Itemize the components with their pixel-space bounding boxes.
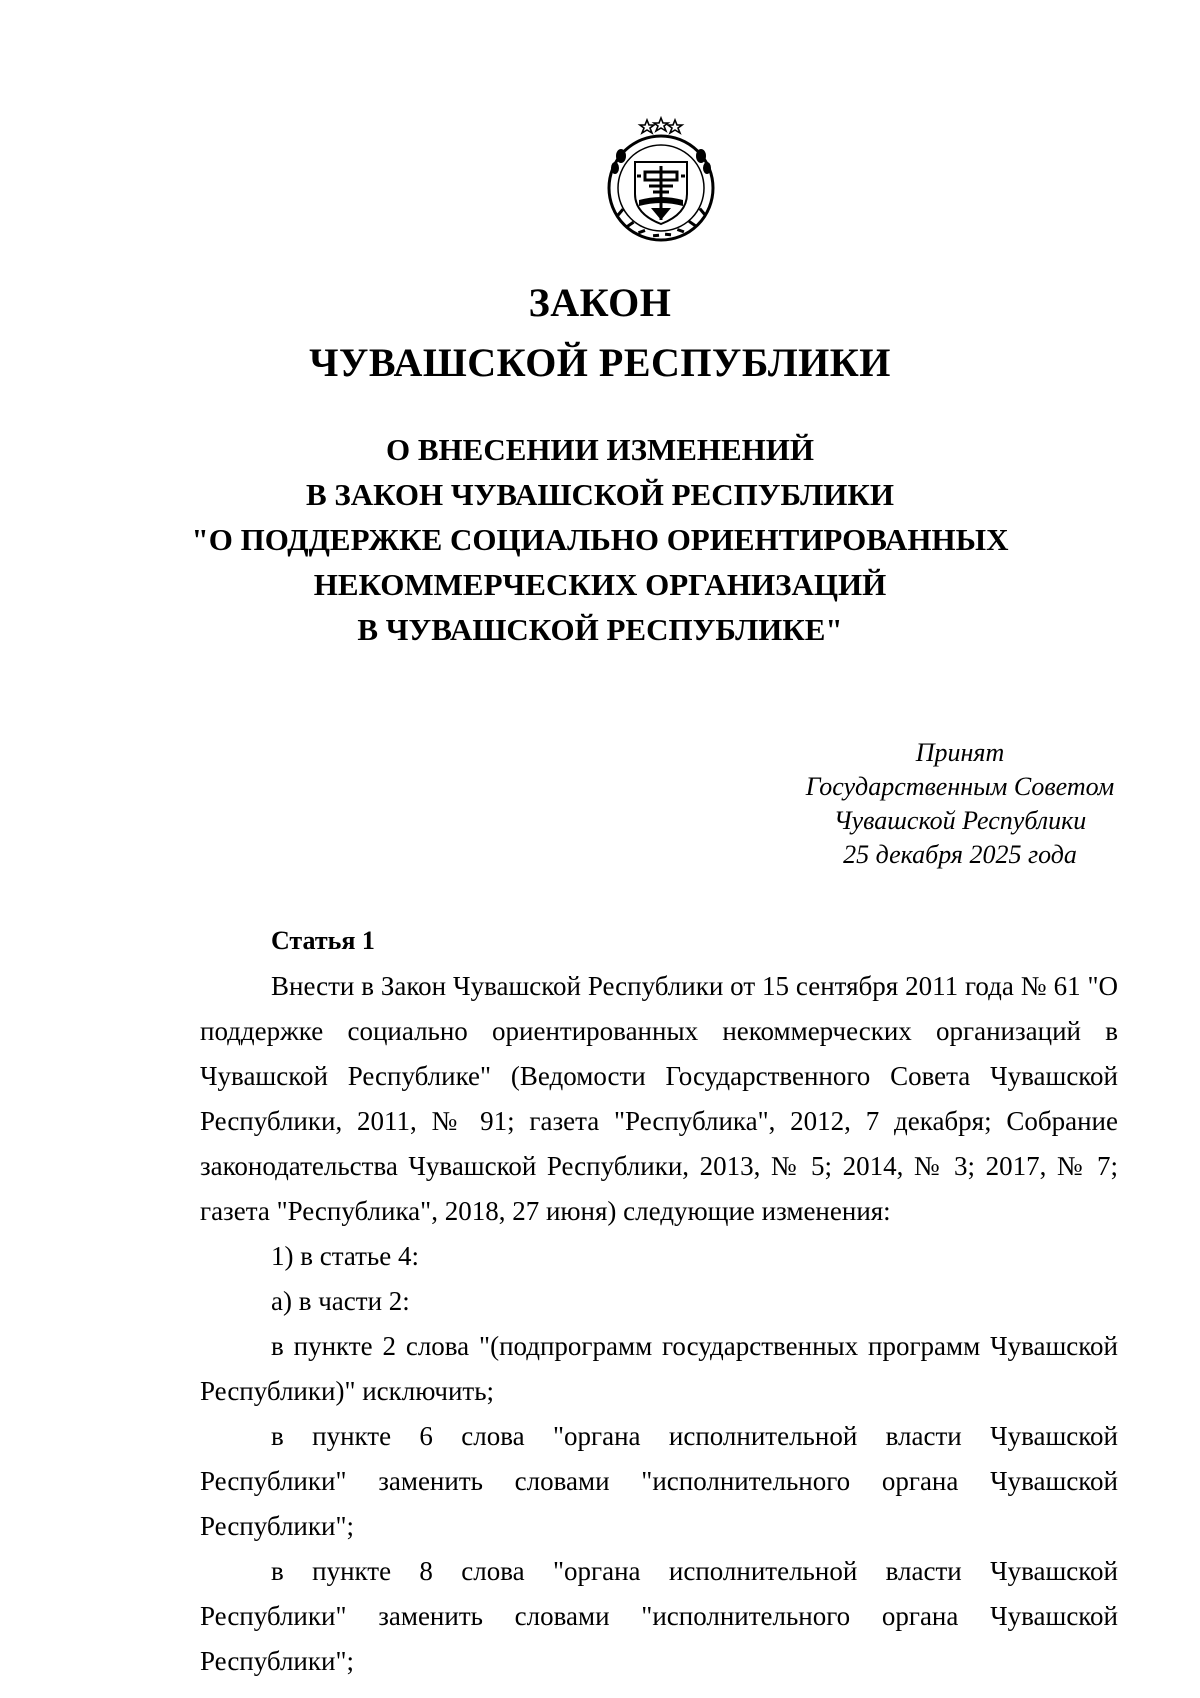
law-subject bbox=[0, 427, 1200, 652]
article-paragraph: а) в части 2: bbox=[271, 1286, 410, 1316]
article-heading: Статья 1 bbox=[271, 926, 375, 955]
article-paragraph: в пункте 2 слова "(подпрограмм государственных программ Чувашской Республики)" исключить; bbox=[200, 1331, 1118, 1406]
subject-line: "О ПОДДЕРЖКЕ СОЦИАЛЬНО ОРИЕНТИРОВАННЫХ bbox=[191, 522, 1009, 557]
article-body bbox=[200, 964, 1118, 1684]
article-paragraph: в пункте 6 слова "органа исполнительной власти Чувашской Республики" заменить словами "исполнительного органа Чувашской Республики"; bbox=[200, 1421, 1118, 1541]
adoption-line: Чувашской Республики bbox=[833, 806, 1087, 835]
subject-line: В ЧУВАШСКОЙ РЕСПУБЛИКЕ" bbox=[357, 612, 843, 647]
article-paragraph: Внести в Закон Чувашской Республики от 15 сентября 2011 года № 61 "О поддержке социально ориентированных некоммерческих организаций в Чувашской Республике" (Ведомости Государственного Совета Чувашской Республики, 2011, № 91; газета "Республика", 2012, 7 декабря; Собрание законодательства Чувашской Республики, 2013, № 5; 2014, № 3; 2017, № 7; газета "Республика", 2018, 27 июня) следующие изменения: bbox=[200, 971, 1118, 1226]
subject-line: О ВНЕСЕНИИ ИЗМЕНЕНИЙ bbox=[385, 432, 815, 467]
adoption-line: Государственным Советом bbox=[805, 772, 1115, 801]
adoption-note bbox=[780, 736, 1140, 872]
subject-line: НЕКОММЕРЧЕСКИХ ОРГАНИЗАЦИЙ bbox=[313, 567, 887, 602]
republic-title bbox=[0, 333, 1200, 393]
republic-name: ЧУВАШСКОЙ РЕСПУБЛИКИ bbox=[309, 340, 891, 385]
law-word: ЗАКОН bbox=[528, 280, 672, 325]
article-paragraph: 1) в статье 4: bbox=[271, 1241, 419, 1271]
adoption-date: 25 декабря 2025 года bbox=[843, 840, 1077, 869]
article-paragraph: в пункте 8 слова "органа исполнительной власти Чувашской Республики" заменить словами "исполнительного органа Чувашской Республики"; bbox=[200, 1556, 1118, 1676]
adoption-line: Принят bbox=[915, 738, 1005, 767]
subject-line: В ЗАКОН ЧУВАШСКОЙ РЕСПУБЛИКИ bbox=[306, 477, 894, 512]
law-title bbox=[0, 273, 1200, 333]
coat-of-arms-icon bbox=[601, 116, 721, 244]
